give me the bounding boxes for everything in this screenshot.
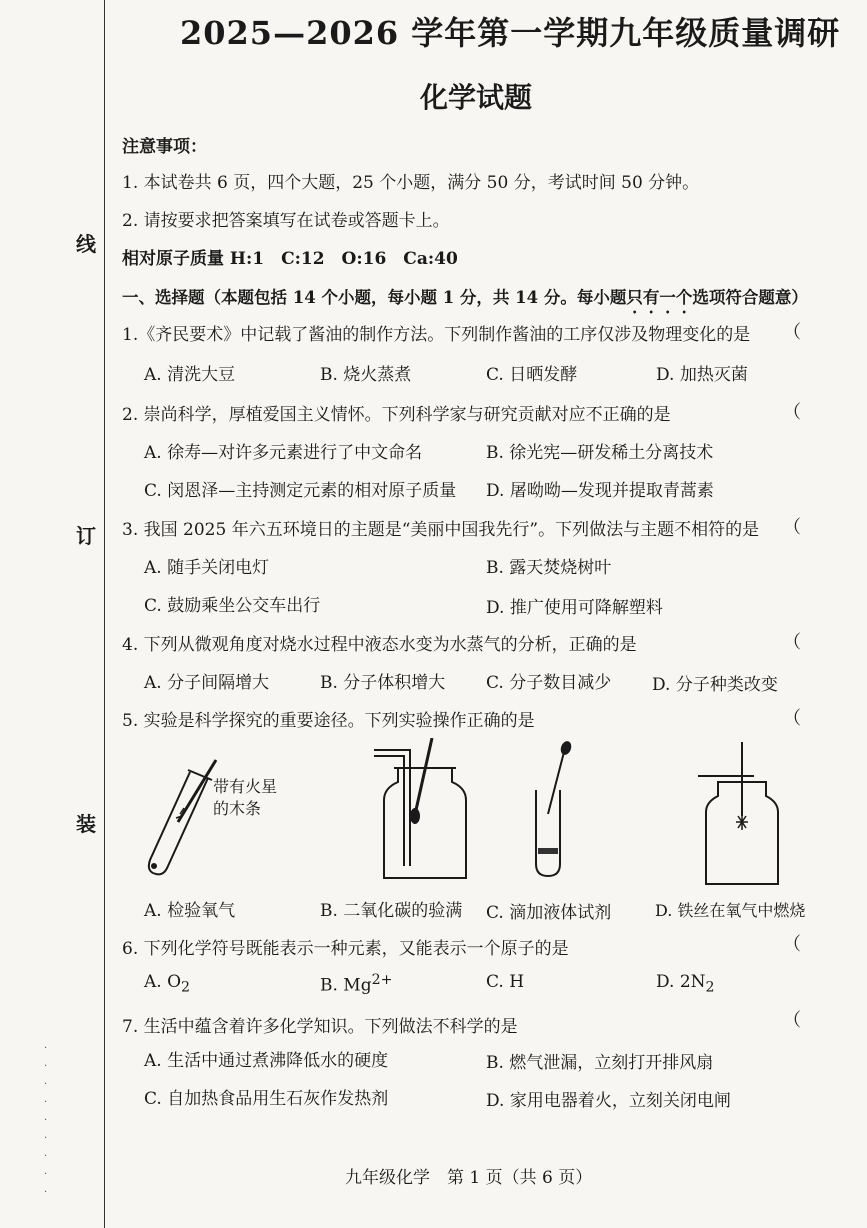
q5-option-a: A. 检验氧气 xyxy=(144,901,236,921)
notice-item-2: 2. 请按要求把答案填写在试卷或答题卡上。 xyxy=(122,211,450,231)
question-2-stem: 2. 崇尚科学，厚植爱国主义情怀。下列科学家与研究贡献对应不正确的是 xyxy=(122,405,671,425)
answer-paren-1[interactable]: （ xyxy=(783,322,801,343)
section1-heading-em: 只有一个 xyxy=(626,288,693,307)
q7-option-b: B. 燃气泄漏，立刻打开排风扇 xyxy=(486,1053,714,1073)
q3-option-a: A. 随手关闭电灯 xyxy=(144,558,270,578)
q1-option-c: C. 日晒发酵 xyxy=(486,365,578,385)
margin-dots: · · · · · · · · · xyxy=(44,1043,48,1198)
margin-char-ding: 订 xyxy=(76,524,96,548)
binding-line xyxy=(104,0,105,1228)
q5-option-d: D. 铁丝在氧气中燃烧 xyxy=(655,901,806,920)
section1-heading-a: 一、选择题（本题包括 14 个小题，每小题 1 分，共 14 分。每小题 xyxy=(122,288,627,307)
question-6-stem: 6. 下列化学符号既能表示一种元素，又能表示一个原子的是 xyxy=(122,939,569,959)
q7-option-c: C. 自加热食品用生石灰作发热剂 xyxy=(144,1089,389,1109)
q6-c-main: C. H xyxy=(486,972,525,992)
answer-paren-3[interactable]: （ xyxy=(783,517,801,538)
q6-b-main: B. Mg xyxy=(320,975,372,996)
question-4-stem: 4. 下列从微观角度对烧水过程中液态水变为水蒸气的分析，正确的是 xyxy=(122,635,637,655)
q6-option-c xyxy=(486,972,524,992)
question-7-stem: 7. 生活中蕴含着许多化学知识。下列做法不科学的是 xyxy=(122,1017,518,1037)
q3-option-c: C. 鼓励乘坐公交车出行 xyxy=(144,596,321,616)
margin-char-zhuang: 装 xyxy=(76,812,96,836)
q6-d-sub: 2 xyxy=(705,979,715,996)
notice-item-1: 1. 本试卷共 6 页，四个大题，25 个小题，满分 50 分，考试时间 50 分钟。 xyxy=(122,173,700,193)
page-title: 2025—2026 学年第一学期九年级质量调研 xyxy=(180,14,841,52)
figure-a-label: 带有火星的木条 xyxy=(213,777,278,818)
margin-char-xian: 线 xyxy=(76,232,96,256)
q6-option-d xyxy=(656,972,715,995)
q4-option-b: B. 分子体积增大 xyxy=(320,673,446,693)
page-footer: 九年级化学 第 1 页（共 6 页） xyxy=(345,1168,593,1188)
answer-paren-7[interactable]: （ xyxy=(783,1010,801,1031)
question-1-stem: 1.《齐民要术》中记载了酱油的制作方法。下列制作酱油的工序仅涉及物理变化的是 xyxy=(122,325,751,345)
q6-d-main: D. 2N xyxy=(656,972,706,992)
q7-option-d: D. 家用电器着火，立刻关闭电闸 xyxy=(486,1091,731,1111)
answer-paren-2[interactable]: （ xyxy=(783,402,801,423)
q3-option-d: D. 推广使用可降解塑料 xyxy=(486,598,663,618)
q2-option-c: C. 闵恩泽—主持测定元素的相对原子质量 xyxy=(144,481,457,501)
figure-d-iron-burning xyxy=(692,742,792,892)
figure-c-dropper xyxy=(522,738,582,888)
section1-heading xyxy=(122,284,808,317)
q5-option-b: B. 二氧化碳的验满 xyxy=(320,901,463,921)
q3-option-b: B. 露天焚烧树叶 xyxy=(486,558,612,578)
q6-option-b xyxy=(320,972,392,996)
q1-option-d: D. 加热灭菌 xyxy=(656,365,748,385)
answer-paren-4[interactable]: （ xyxy=(783,632,801,653)
q2-option-d: D. 屠呦呦—发现并提取青蒿素 xyxy=(486,481,714,501)
question-5-stem: 5. 实验是科学探究的重要途径。下列实验操作正确的是 xyxy=(122,711,535,731)
q4-option-c: C. 分子数目减少 xyxy=(486,673,612,693)
page-subtitle: 化学试题 xyxy=(420,81,533,114)
q7-option-a: A. 生活中通过煮沸降低水的硬度 xyxy=(144,1051,389,1071)
q4-option-d: D. 分子种类改变 xyxy=(652,675,778,695)
q1-option-a: A. 清洗大豆 xyxy=(144,365,236,385)
q6-b-sup: 2+ xyxy=(371,972,393,988)
q2-option-a: A. 徐寿—对许多元素进行了中文命名 xyxy=(144,443,423,463)
q6-a-sub: 2 xyxy=(181,979,191,996)
notice-heading: 注意事项： xyxy=(122,137,207,157)
figure-b-co2-test xyxy=(370,738,480,888)
q2-option-b: B. 徐光宪—研发稀土分离技术 xyxy=(486,443,714,463)
question-3-stem: 3. 我国 2025 年六五环境日的主题是“美丽中国我先行”。下列做法与主题不相符的是 xyxy=(122,520,760,540)
q1-option-b: B. 烧火蒸煮 xyxy=(320,365,412,385)
answer-paren-6[interactable]: （ xyxy=(783,934,801,955)
q6-option-a xyxy=(144,972,190,995)
q4-option-a: A. 分子间隔增大 xyxy=(144,673,270,693)
q5-option-c: C. 滴加液体试剂 xyxy=(486,903,612,923)
q6-a-main: A. O xyxy=(144,972,182,992)
section1-heading-b: 选项符合题意） xyxy=(692,288,808,307)
atomic-mass-line: 相对原子质量 H:1 C:12 O:16 Ca:40 xyxy=(122,249,458,269)
answer-paren-5[interactable]: （ xyxy=(783,708,801,729)
